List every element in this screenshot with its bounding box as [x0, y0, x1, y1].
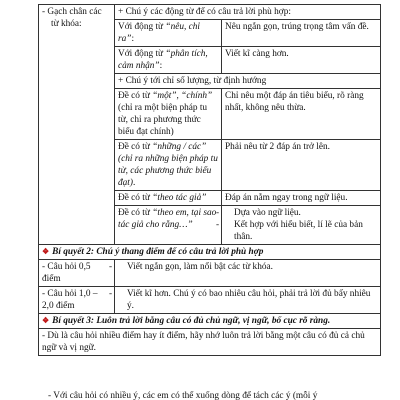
verb-value-cell: Viết kĩ càng hơn.: [222, 47, 381, 74]
tips-table: [38, 4, 381, 356]
table-row: [39, 245, 381, 260]
tip-3-heading: ❖ Bí quyết 3: Luôn trả lời bằng câu có đủ chủ ngữ, vị ngữ, bố cục rõ ràng.: [39, 314, 381, 329]
left-header: - Gạch chân các từ khóa:: [42, 7, 102, 29]
quantity-value-cell: Chỉ nêu một đáp án tiêu biểu, rõ ràng nhất, không nêu thừa.: [222, 89, 381, 140]
table-row: [39, 287, 381, 314]
partial-line: - Với câu hỏi có nhiều ý, các em có thể xuống dòng để tách các ý (mỗi ý: [48, 391, 318, 400]
score-key-cell: - Câu hỏi 0,5 điểm: [39, 260, 115, 287]
score-key-cell: - Câu hỏi 1,0 – 2,0 điểm: [39, 287, 115, 314]
table-row: [39, 260, 381, 287]
quantity-key-cell: Đề có từ “theo tác giả”: [115, 191, 222, 206]
quantity-key-cell: Đề có từ “những / các” (chỉ ra những biện pháp tu từ, các phương thức biểu đạt).: [115, 140, 222, 191]
verb-key-cell: Với động từ “nêu, chỉ ra”:: [115, 20, 222, 47]
table-row: [39, 5, 381, 20]
table-row: [39, 329, 381, 356]
rule-verbs: + Chú ý các động từ để có câu trả lời phù hợp:: [115, 5, 381, 20]
quantity-key-cell: Đề có từ “theo em, tại sao tác giả cho rằng…”: [115, 206, 222, 245]
diamond-bullet-icon: ❖: [42, 316, 50, 325]
quantity-value-cell: [216, 206, 381, 245]
score-value-cell: - Viết kĩ hơn. Chú ý có bao nhiêu câu hỏi, phải trả lời đủ bấy nhiêu ý.: [115, 287, 381, 314]
list-item: - Dựa vào ngữ liệu.: [216, 208, 301, 218]
verb-key-cell: Với động từ “phân tích, cảm nhận”:: [115, 47, 222, 74]
verb-value-cell: Nêu ngắn gọn, trúng trọng tâm vấn đề.: [222, 20, 381, 47]
keyword-header-cell: [39, 5, 115, 245]
score-value-cell: - Viết ngắn gọn, làm nổi bật các từ khóa.: [115, 260, 381, 287]
tip-2-heading: ❖ Bí quyết 2: Chú ý thang điểm để có câu trả lời phù hợp: [39, 245, 381, 260]
table-row: [39, 314, 381, 329]
diamond-bullet-icon: ❖: [42, 247, 50, 256]
quantity-key-cell: Đề có từ “một”, “chính” (chỉ ra một biện pháp tu từ, chỉ ra phương thức biểu đạt chính): [115, 89, 222, 140]
quantity-value-cell: Đáp án nằm ngay trong ngữ liệu.: [222, 191, 381, 206]
tip-3-body: - Dù là câu hỏi nhiều điểm hay ít điểm, hãy nhớ luôn trả lời bằng một câu có đủ cả chủ ngữ và vị ngữ.: [39, 329, 381, 356]
rule-quantity: + Chú ý tới chỉ số lượng, từ định hướng: [115, 74, 381, 89]
quantity-value-cell: Phải nêu từ 2 đáp án trở lên.: [222, 140, 381, 191]
list-item: - Kết hợp với hiểu biết, lí lẽ của bản thân.: [216, 220, 363, 242]
